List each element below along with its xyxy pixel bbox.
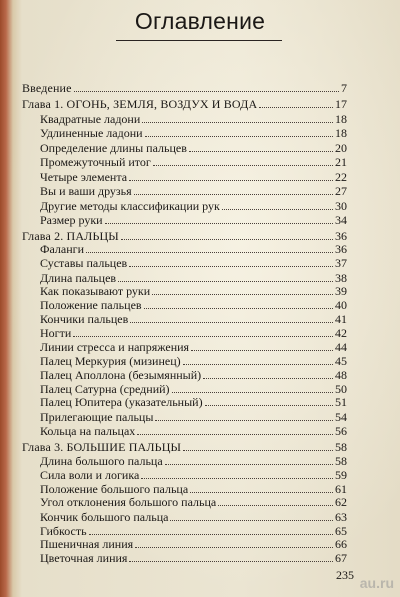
toc-entry-title: Сила воли и логика xyxy=(40,468,140,482)
toc-entry xyxy=(40,185,347,198)
toc-entry-page: 37 xyxy=(335,256,347,270)
dot-leader xyxy=(155,411,333,421)
toc-entry-page: 51 xyxy=(335,395,347,409)
toc-entry-page: 22 xyxy=(335,170,347,184)
toc-entry-page: 58 xyxy=(335,454,347,468)
toc-entry xyxy=(40,113,347,126)
toc-entry-title: Палец Сатурна (средний) xyxy=(40,382,170,396)
toc-entry-title: Вы и ваши друзья xyxy=(40,184,132,198)
dot-leader xyxy=(218,496,333,506)
toc-entry xyxy=(40,142,347,155)
toc-entry-title: Как показывают руки xyxy=(40,284,151,298)
toc-entry-title: Квадратные ладони xyxy=(40,112,141,126)
toc-entry-page: 63 xyxy=(335,510,347,524)
toc-entry-page: 42 xyxy=(335,326,347,340)
toc-entry-page: 30 xyxy=(335,199,347,213)
dot-leader xyxy=(153,156,333,166)
toc-entry-page: 54 xyxy=(335,410,347,424)
dot-leader xyxy=(145,127,333,137)
toc-entry xyxy=(40,257,347,270)
toc-entry-page: 38 xyxy=(335,271,347,285)
toc-entry-page: 48 xyxy=(335,368,347,382)
toc-entry xyxy=(40,552,347,565)
dot-leader xyxy=(74,82,339,92)
toc-entry xyxy=(40,396,347,409)
toc-entry xyxy=(40,455,347,468)
toc-entry-page: 39 xyxy=(335,284,347,298)
dot-leader xyxy=(191,341,333,351)
toc-entry-title: Введение xyxy=(22,81,72,95)
toc-entry-title: Четыре элемента xyxy=(40,170,128,184)
page-title: Оглавление xyxy=(134,8,266,34)
toc-entry-page: 45 xyxy=(335,354,347,368)
dot-leader xyxy=(222,200,333,210)
toc-entry-title: Размер руки xyxy=(40,213,103,227)
toc-entry-page: 65 xyxy=(335,524,347,538)
toc-entry xyxy=(40,425,347,438)
toc-entry-title: Кольца на пальцах xyxy=(40,424,136,438)
toc-entry-title: Положение большого пальца xyxy=(40,482,189,496)
toc-entry-title: Линии стресса и напряжения xyxy=(40,340,190,354)
toc-entry-title: Длина пальцев xyxy=(40,271,117,285)
toc-entry xyxy=(40,369,347,382)
toc-entry-title: Промежуточный итог xyxy=(40,155,151,169)
dot-leader xyxy=(190,483,333,493)
dot-leader xyxy=(118,272,333,282)
dot-leader xyxy=(142,113,333,123)
toc-entry-page: 61 xyxy=(335,482,347,496)
page-number: 235 xyxy=(336,568,354,582)
dot-leader xyxy=(129,552,333,562)
toc-entry xyxy=(40,538,347,551)
toc-entry-page: 59 xyxy=(335,468,347,482)
toc-entry-title: Угол отклонения большого пальца xyxy=(40,495,217,509)
toc-entry-page: 36 xyxy=(335,229,347,243)
toc-entry xyxy=(40,243,347,256)
toc-entry-page: 20 xyxy=(335,141,347,155)
toc-entry-title: Цветочная линия xyxy=(40,551,128,565)
dot-leader xyxy=(183,355,333,365)
toc-entry-title: Гибкость xyxy=(40,524,87,538)
toc-chapter-entry xyxy=(22,82,347,95)
toc-entry-page: 56 xyxy=(335,424,347,438)
watermark-logo: au.ru xyxy=(359,575,394,591)
toc-entry xyxy=(40,496,347,509)
toc-entry-title: Глава 3. БОЛЬШИЕ ПАЛЬЦЫ xyxy=(22,440,182,454)
dot-leader xyxy=(137,425,333,435)
toc-entry xyxy=(40,511,347,524)
toc-entry xyxy=(40,313,347,326)
toc-entry-title: Определение длины пальцев xyxy=(40,141,187,155)
toc-entry xyxy=(40,285,347,298)
dot-leader xyxy=(89,525,333,535)
dot-leader xyxy=(86,243,333,253)
toc-entry xyxy=(40,127,347,140)
dot-leader xyxy=(134,185,333,195)
toc-entry xyxy=(40,214,347,227)
toc-entry-title: Удлиненные ладони xyxy=(40,126,143,140)
toc-entry-page: 41 xyxy=(335,312,347,326)
toc-entry xyxy=(40,299,347,312)
dot-leader xyxy=(141,469,333,479)
dot-leader xyxy=(144,299,333,309)
toc-entry-page: 17 xyxy=(335,97,347,111)
dot-leader xyxy=(259,98,333,108)
toc-entry-page: 18 xyxy=(335,126,347,140)
dot-leader xyxy=(165,455,333,465)
toc-entry-page: 40 xyxy=(335,298,347,312)
toc-entry-page: 50 xyxy=(335,382,347,396)
toc-entry-title: Прилегающие пальцы xyxy=(40,410,154,424)
toc-entry-page: 62 xyxy=(335,495,347,509)
toc-entry-title: Палец Юпитера (указательный) xyxy=(40,395,203,409)
toc-entry-page: 36 xyxy=(335,242,347,256)
dot-leader xyxy=(121,230,333,240)
toc-entry xyxy=(40,411,347,424)
toc-entry xyxy=(40,327,347,340)
toc-entry-title: Пшеничная линия xyxy=(40,537,134,551)
dot-leader xyxy=(105,214,333,224)
toc-entry-page: 44 xyxy=(335,340,347,354)
dot-leader xyxy=(135,538,333,548)
toc-entry xyxy=(40,355,347,368)
toc-entry xyxy=(40,200,347,213)
toc-entry-title: Ногти xyxy=(40,326,72,340)
toc-entry-page: 21 xyxy=(335,155,347,169)
dot-leader xyxy=(129,171,333,181)
toc-entry xyxy=(40,341,347,354)
dot-leader xyxy=(183,441,333,451)
dot-leader xyxy=(152,285,333,295)
toc-entry-title: Положение пальцев xyxy=(40,298,142,312)
toc-entry-page: 27 xyxy=(335,184,347,198)
toc-entry-title: Другие методы классификации рук xyxy=(40,199,220,213)
toc-chapter-entry xyxy=(22,98,347,111)
toc-chapter-entry xyxy=(22,441,347,454)
dot-leader xyxy=(130,313,333,323)
dot-leader xyxy=(203,369,333,379)
dot-leader xyxy=(129,257,333,267)
dot-leader xyxy=(205,396,333,406)
toc-entry-page: 67 xyxy=(335,551,347,565)
dot-leader xyxy=(73,327,333,337)
toc-entry xyxy=(40,469,347,482)
toc-entry-page: 58 xyxy=(335,440,347,454)
toc-entry-page: 66 xyxy=(335,537,347,551)
toc-entry-title: Глава 1. ОГОНЬ, ЗЕМЛЯ, ВОЗДУХ И ВОДА xyxy=(22,97,258,111)
dot-leader xyxy=(189,142,333,152)
toc-entry-title: Кончики пальцев xyxy=(40,312,129,326)
toc-entry-title: Фаланги xyxy=(40,242,84,256)
toc-entry-title: Палец Аполлона (безымянный) xyxy=(40,368,202,382)
toc-entry-page: 7 xyxy=(341,81,347,95)
toc-entry-title: Длина большого пальца xyxy=(40,454,163,468)
toc-entry-title: Палец Меркурия (мизинец) xyxy=(40,354,181,368)
toc-entry xyxy=(40,171,347,184)
toc-entry-title: Кончик большого пальца xyxy=(40,510,169,524)
dot-leader xyxy=(172,383,333,393)
toc-entry xyxy=(40,156,347,169)
toc-entry-page: 18 xyxy=(335,112,347,126)
toc-entry-page: 34 xyxy=(335,213,347,227)
toc-entry-title: Глава 2. ПАЛЬЦЫ xyxy=(22,229,119,243)
dot-leader xyxy=(170,511,333,521)
toc-entry-title: Суставы пальцев xyxy=(40,256,128,270)
